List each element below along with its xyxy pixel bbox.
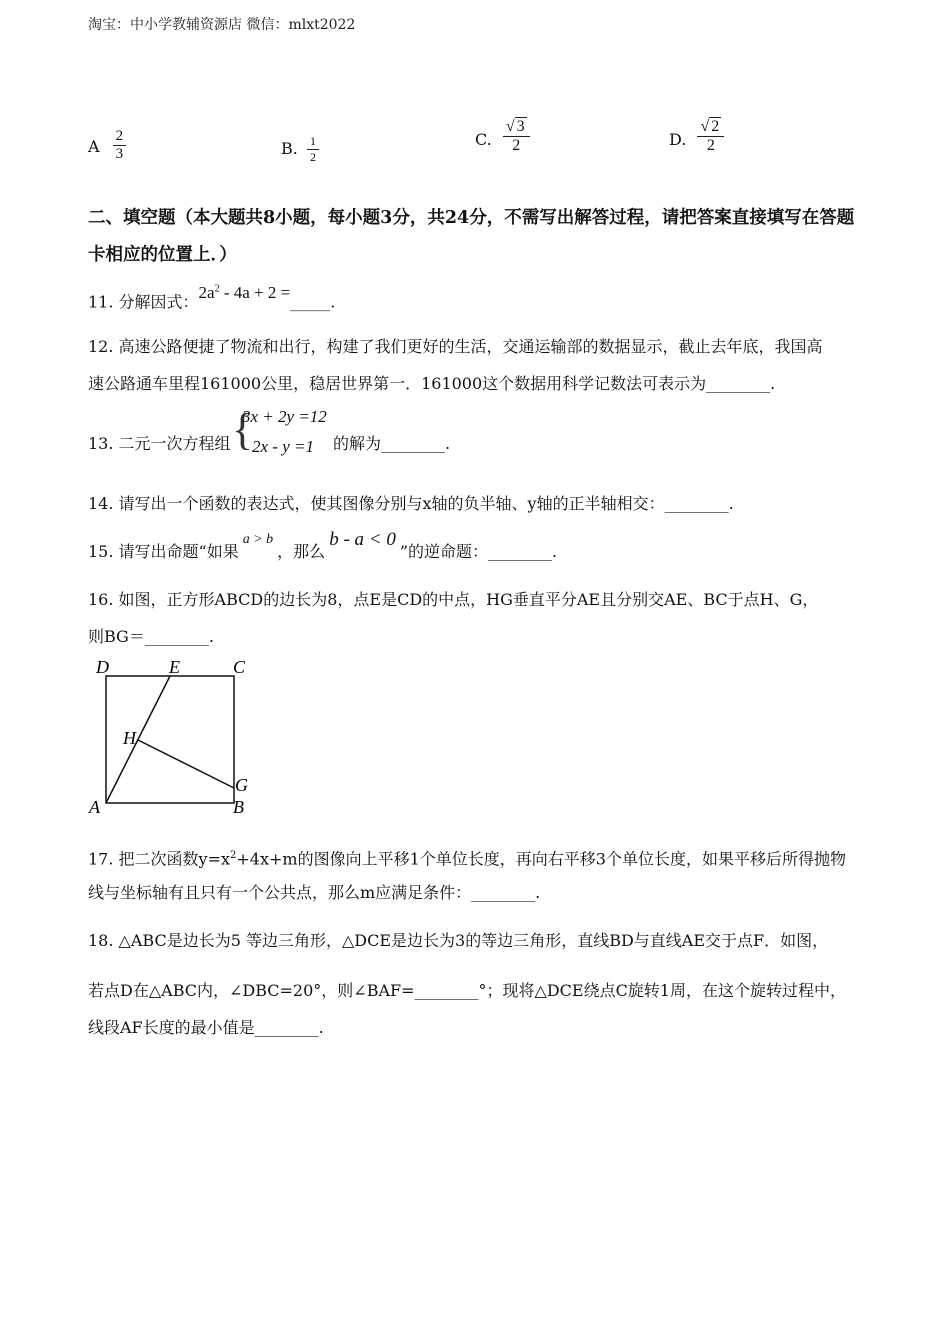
question-text: 13. 二元一次方程组 bbox=[88, 434, 231, 453]
label-a: A bbox=[89, 797, 100, 817]
equation-1: 3x + 2y =12 bbox=[242, 407, 327, 426]
choice-label: B. bbox=[281, 139, 298, 158]
square-figure bbox=[85, 652, 260, 822]
denominator: 2 bbox=[706, 137, 715, 154]
numerator: 1 bbox=[307, 134, 319, 150]
question-18-line2: 若点D在△ABC内，∠DBC=20°，则∠BAF=________°；现将△DCE绕点C旋转1周，在这个旋转过程中， bbox=[88, 981, 846, 1000]
label-b: B bbox=[233, 797, 244, 817]
page-header: 淘宝：中小学教辅资源店 微信：mlxt2022 bbox=[88, 17, 356, 33]
denominator: 2 bbox=[309, 150, 316, 164]
question-text: ”的逆命题：________. bbox=[399, 542, 558, 561]
question-18-line3: 线段AF长度的最小值是________. bbox=[88, 1018, 324, 1037]
question-text: ，那么 bbox=[277, 542, 326, 561]
fraction bbox=[697, 118, 724, 155]
choice-label: D. bbox=[669, 130, 687, 149]
question-14: 14. 请写出一个函数的表达式，使其图像分别与x轴的负半轴、y轴的正半轴相交：________. bbox=[88, 494, 734, 513]
question-15 bbox=[88, 529, 878, 572]
answer-blank: _____. bbox=[290, 292, 336, 312]
question-12-line2: 速公路通车里程161000公里，稳居世界第一．161000这个数据用科学记数法可表示为________. bbox=[88, 374, 776, 393]
choice-label: C. bbox=[475, 130, 492, 149]
question-text: +4x+m的图像向上平移1个单位长度，再向右平移3个单位长度，如果平移后所得抛物 bbox=[236, 849, 846, 869]
choice-c bbox=[475, 118, 530, 155]
denominator: 2 bbox=[512, 137, 521, 154]
math-expression: - 4a + 2 = bbox=[219, 282, 291, 302]
question-text: 15. 请写出命题“如果 bbox=[88, 542, 239, 561]
question-17-line1 bbox=[88, 837, 878, 877]
equation-2: 2x - y =1 bbox=[252, 437, 314, 456]
math-expression: 2a bbox=[198, 282, 215, 302]
exponent: 2 bbox=[230, 850, 237, 861]
label-g: G bbox=[235, 775, 248, 795]
numerator: 2 bbox=[113, 128, 127, 146]
fraction bbox=[503, 118, 530, 155]
question-text: 11. 分解因式： bbox=[88, 292, 199, 312]
numerator: √ 2 bbox=[697, 118, 724, 137]
label-d: D bbox=[96, 657, 109, 677]
choice-d bbox=[669, 118, 724, 155]
label-e: E bbox=[169, 657, 180, 677]
question-13-suffix: 的解为________. bbox=[333, 434, 451, 453]
question-12-line1: 12. 高速公路便捷了物流和出行，构建了我们更好的生活，交通运输部的数据显示，截止去年底，我国高 bbox=[88, 337, 823, 356]
fraction bbox=[307, 134, 319, 165]
label-c: C bbox=[233, 657, 246, 677]
question-13 bbox=[88, 425, 878, 462]
conclusion-expression: b - a < 0 bbox=[329, 529, 396, 550]
brace: { bbox=[232, 405, 254, 454]
question-17-line2: 线与坐标轴有且只有一个公共点，那么m应满足条件：________. bbox=[88, 883, 541, 902]
choice-b bbox=[281, 134, 319, 165]
question-18-line1: 18. △ABC是边长为5 等边三角形，△DCE是边长为3的等边三角形，直线BD与直线AE交于点F．如图， bbox=[88, 931, 829, 950]
question-11 bbox=[88, 280, 878, 321]
denominator: 3 bbox=[115, 146, 124, 162]
exponent: 2 bbox=[214, 283, 220, 294]
segment-hg bbox=[138, 740, 234, 788]
choice-label: A bbox=[88, 137, 100, 156]
numerator: √ 3 bbox=[503, 118, 530, 137]
question-text: 17. 把二次函数y=x bbox=[88, 849, 231, 869]
question-16-line2: 则BG＝________. bbox=[88, 627, 214, 646]
question-16-line1: 16. 如图，正方形ABCD的边长为8，点E是CD的中点，HG垂直平分AE且分别交AE、BC于点H、G， bbox=[88, 590, 819, 609]
segment-ae bbox=[106, 676, 170, 803]
fraction bbox=[113, 128, 127, 163]
label-h: H bbox=[123, 728, 136, 748]
section-heading: 二、填空题（本大题共8小题，每小题3分，共24分，不需写出解答过程，请把答案直接填写在答题卡相应的位置上．） bbox=[88, 208, 855, 265]
choice-a bbox=[88, 128, 126, 163]
condition-expression: a > b bbox=[242, 532, 274, 547]
